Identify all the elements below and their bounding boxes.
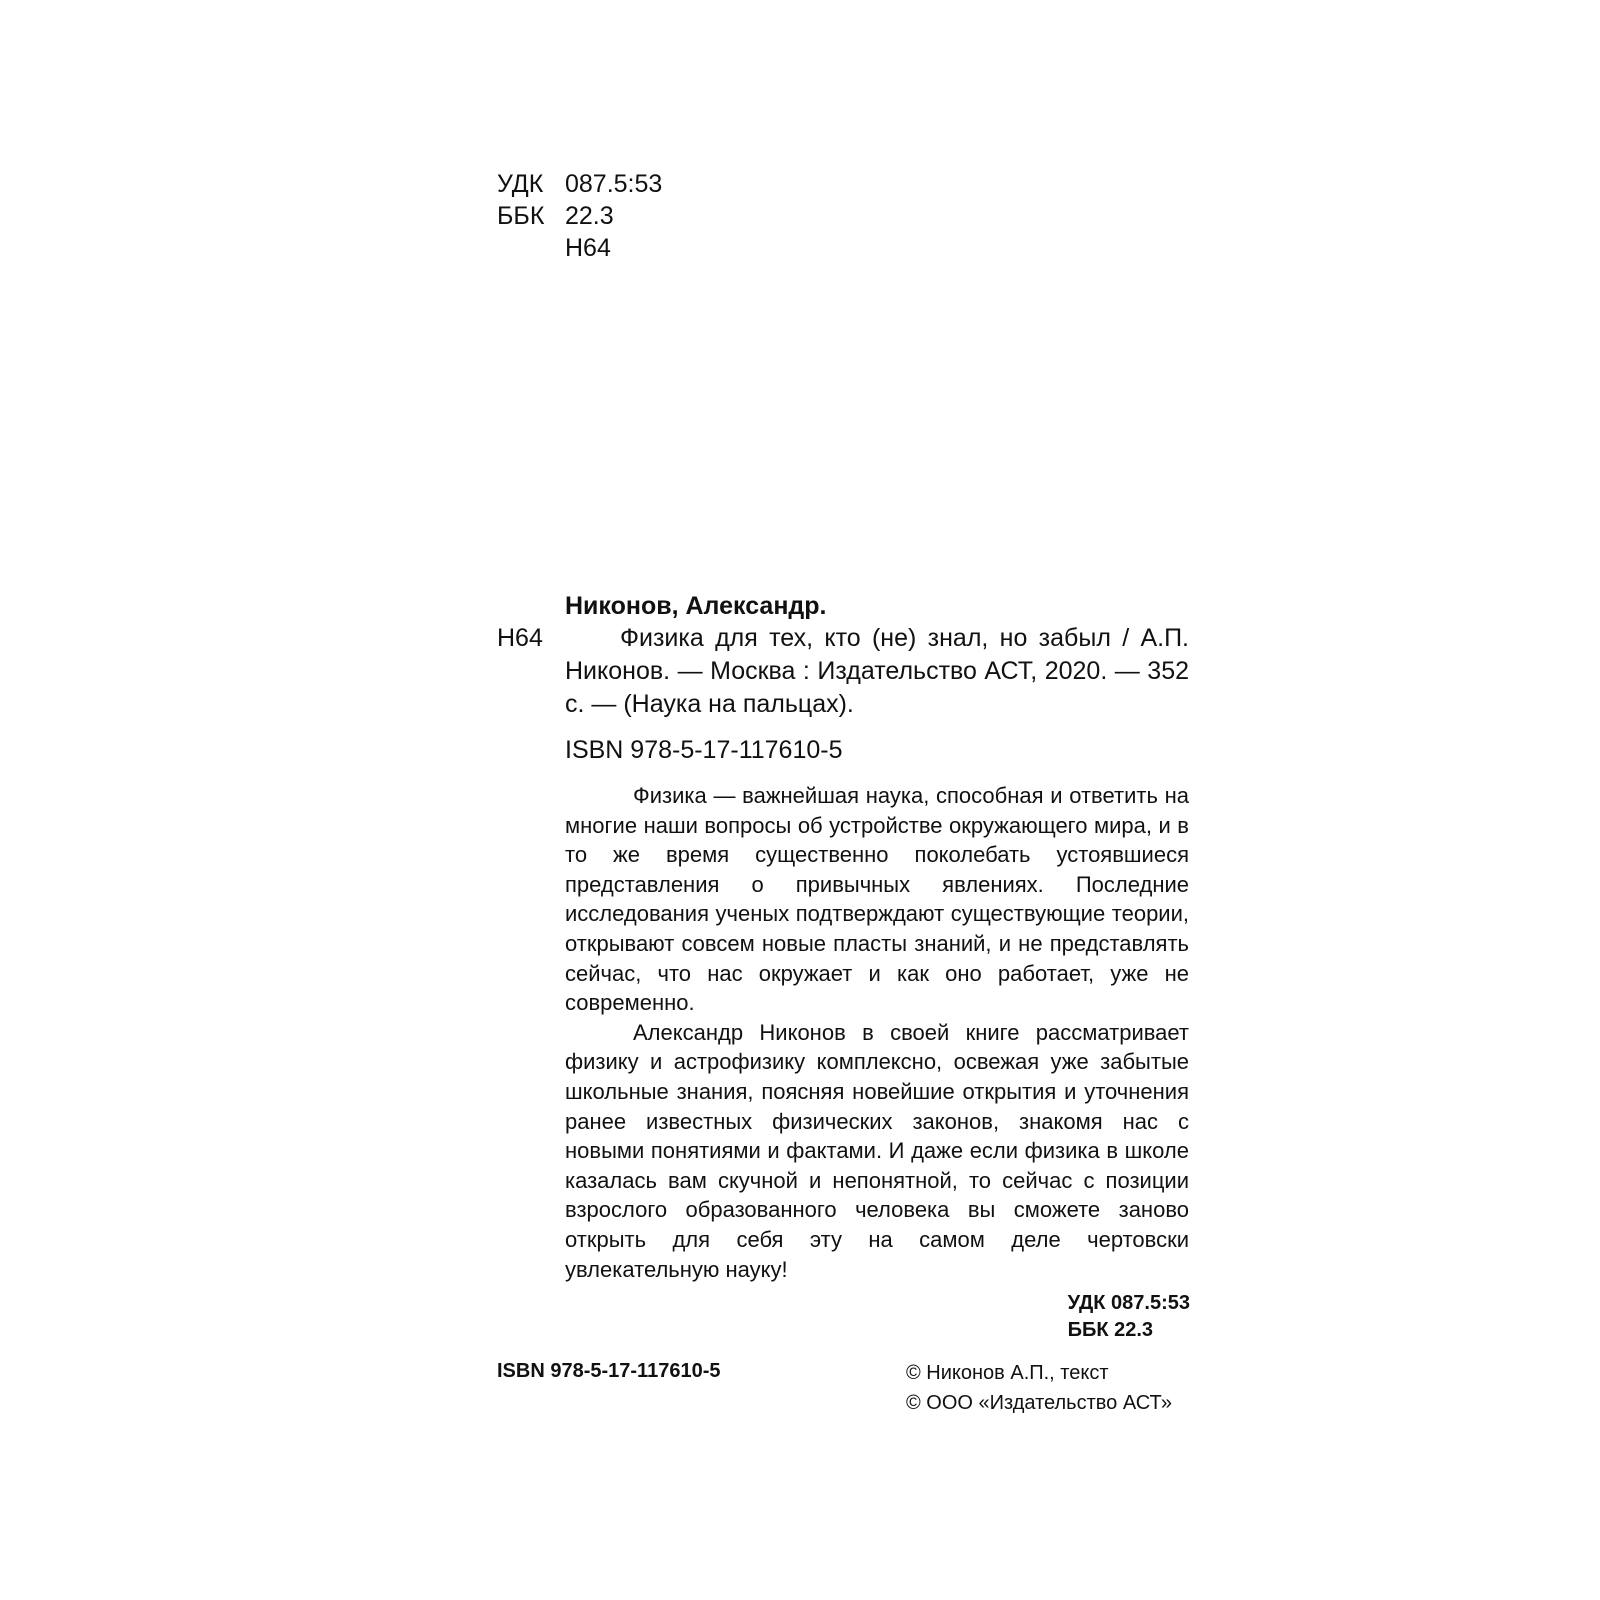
author-heading: Никонов, Александр. — [565, 592, 827, 620]
udk-value: 087.5:53 — [565, 170, 663, 198]
cutter-code: Н64 — [565, 234, 611, 262]
bibliographic-description: Физика для тех, кто (не) знал, но забыл / А.П. Никонов. — Москва : Издательство АСТ, 2020. — 352 с. — (Наука на пальцах). — [565, 624, 1189, 718]
footer-isbn: ISBN 978-5-17-117610-5 — [497, 1360, 721, 1382]
bbk-bottom: ББК 22.3 — [1067, 1319, 1154, 1341]
udk-bottom: УДК 087.5:53 — [1067, 1292, 1190, 1314]
annotation-paragraph-1: Физика — важнейшая наука, способная и ответить на многие наши вопросы об устройстве окружающего мира, и в то же время существенно поколебать устоявшиеся представления о привычных явлениях. Последние исследования ученых подтверждают существующие теории, открывают совсем новые пласты знаний, и не представлять сейчас, что нас окружает и как оно работает, уже не современно. — [565, 783, 1189, 1016]
copyright-block — [906, 1358, 1172, 1418]
cutter-row — [497, 232, 662, 264]
classification-codes-bottom — [1068, 1290, 1190, 1344]
udk-row — [497, 168, 662, 200]
copyright-publisher: © ООО «Издательство АСТ» — [906, 1392, 1172, 1414]
annotation — [565, 781, 1189, 1284]
record-cutter-code: Н64 — [497, 624, 543, 652]
bbk-row — [497, 200, 662, 232]
record-isbn: ISBN 978-5-17-117610-5 — [565, 736, 843, 764]
bbk-value: 22.3 — [565, 202, 614, 230]
annotation-paragraph-2: Александр Никонов в своей книге рассматривает физику и астрофизику комплексно, освежая уже забытые школьные знания, поясняя новейшие открытия и уточнения ранее известных физических законов, знакомя нас с новыми понятиями и фактами. И даже если физика в школе казалась вам скучной и непонятной, то сейчас с позиции взрослого образованного человека вы сможете заново открыть для себя эту на самом деле чертовски увлекательную науку! — [565, 1019, 1189, 1282]
udk-label: УДК — [497, 170, 544, 198]
bbk-label: ББК — [497, 202, 545, 230]
copyright-author: © Никонов А.П., текст — [906, 1362, 1109, 1384]
classification-codes-top — [497, 168, 662, 264]
